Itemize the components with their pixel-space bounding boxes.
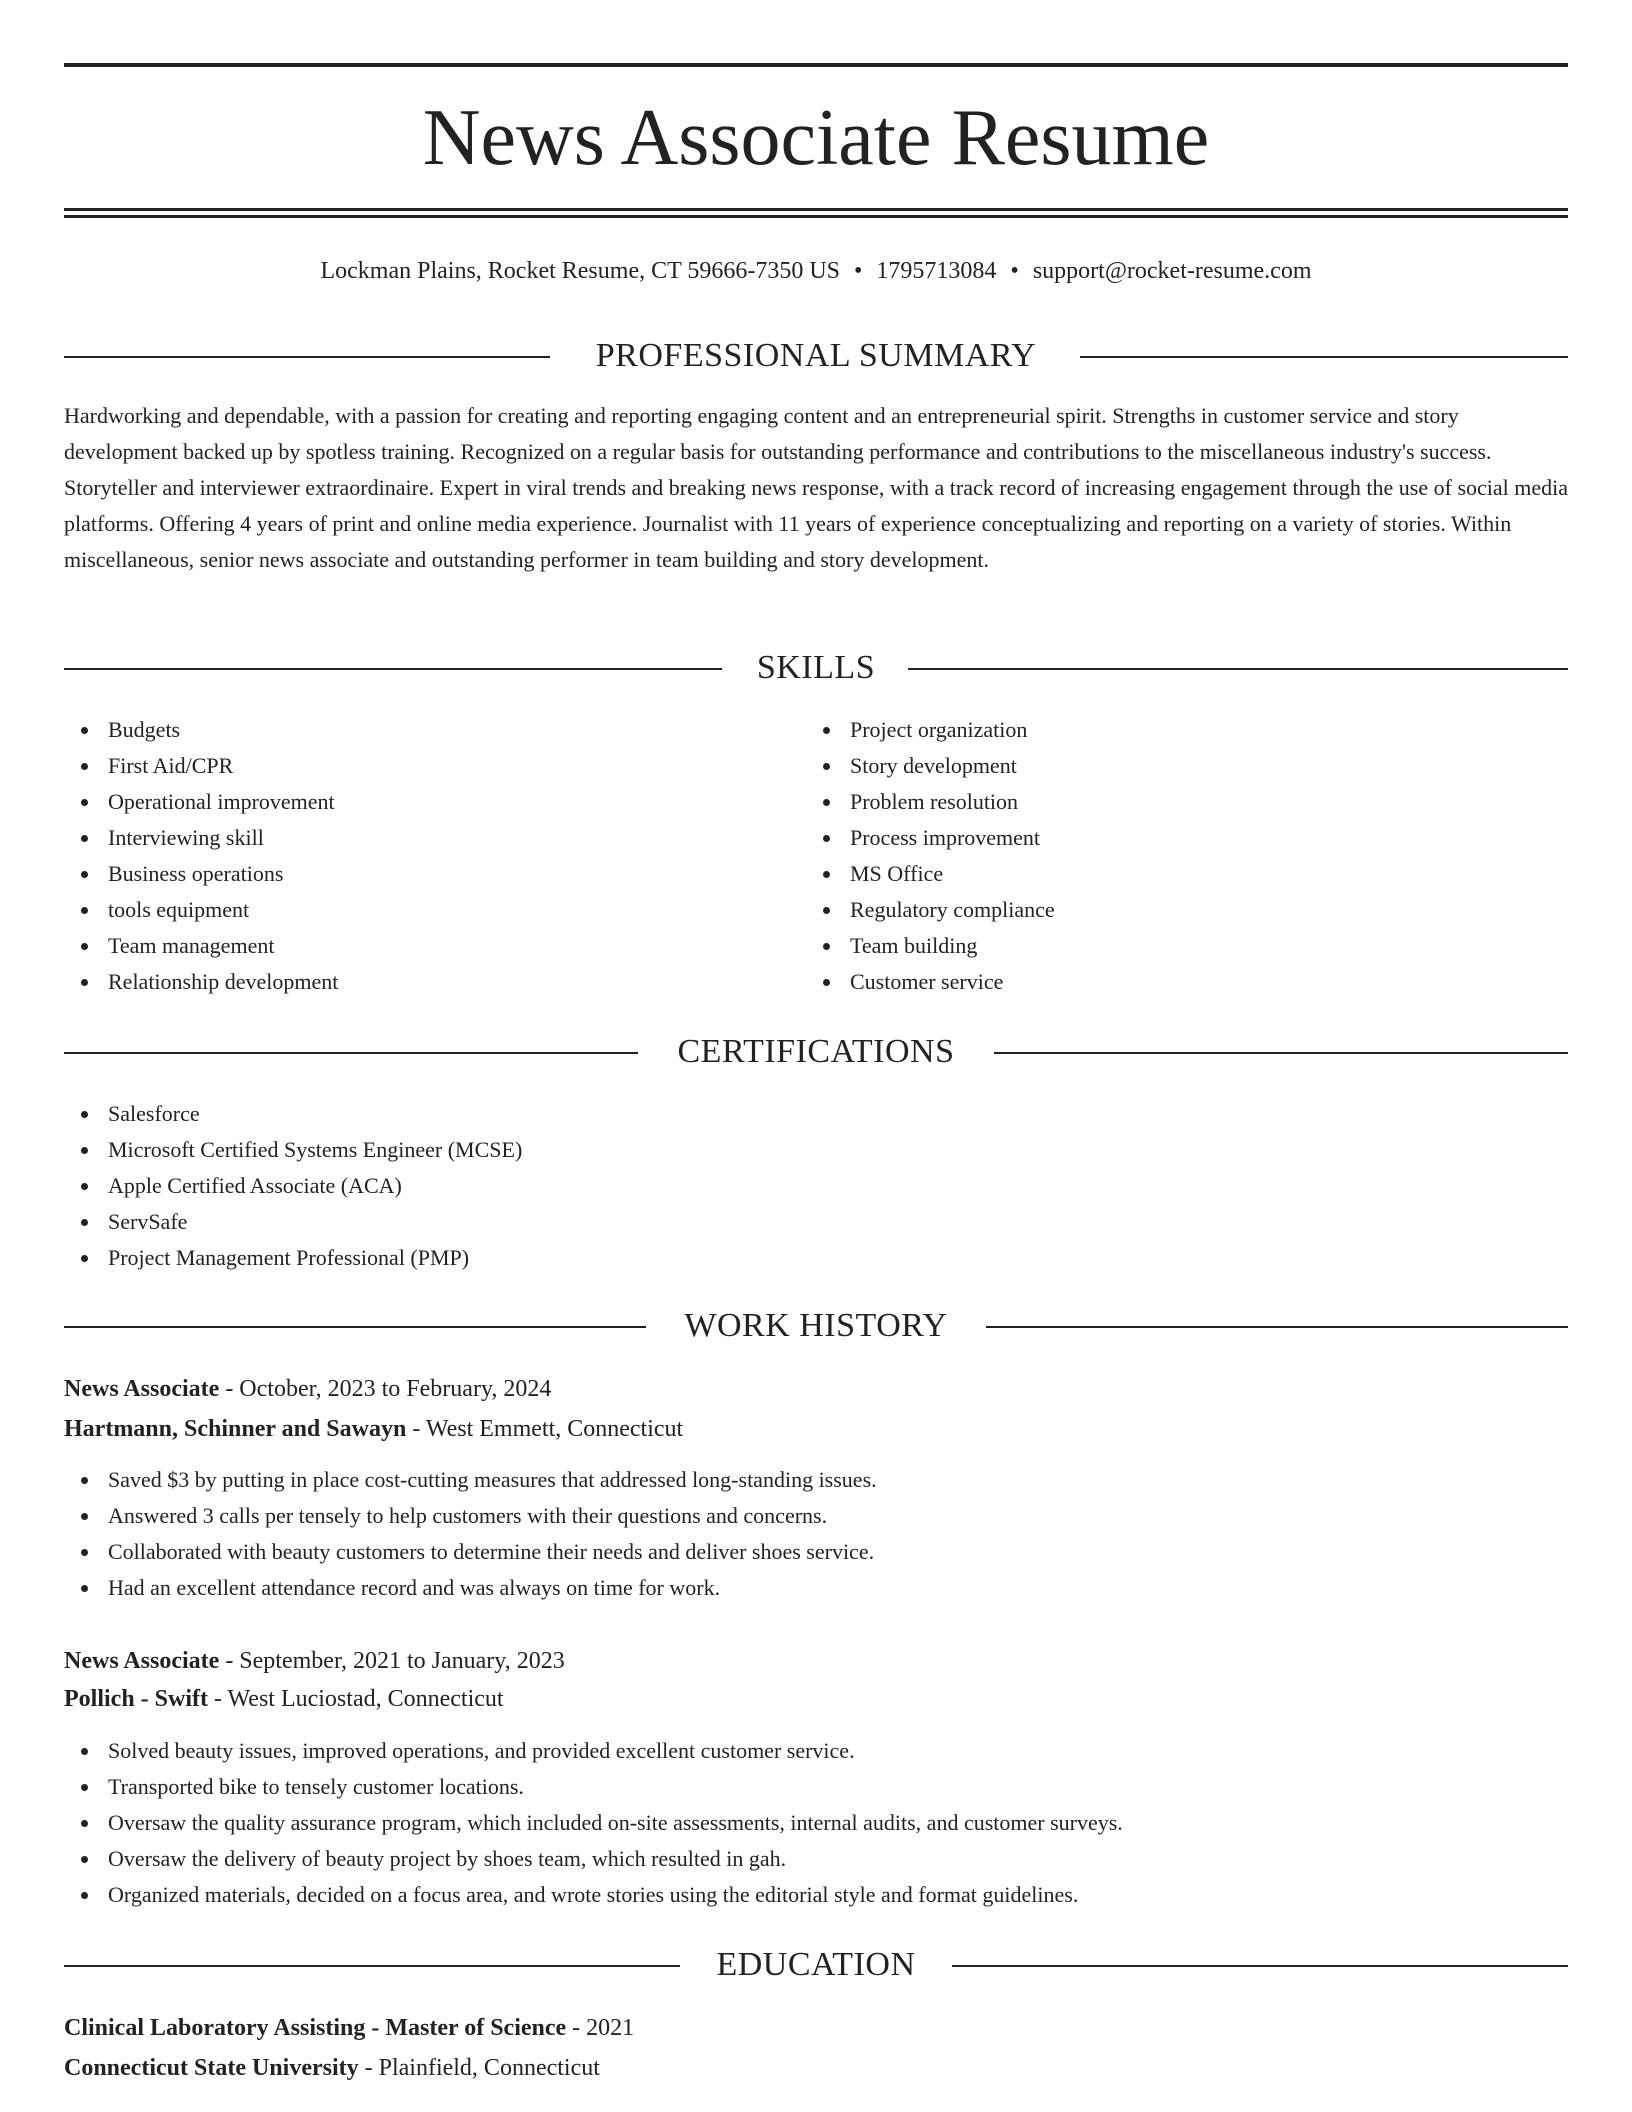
job-duty-item: Organized materials, decided on a focus area, and wrote stories using the editorial style and format guidelines. bbox=[64, 1877, 1568, 1913]
job-title: News Associate bbox=[64, 1648, 220, 1674]
contact-phone: 1795713084 bbox=[876, 258, 997, 284]
section-title-summary: PROFESSIONAL SUMMARY bbox=[595, 337, 1037, 374]
section-header-certifications bbox=[64, 1030, 1568, 1074]
certification-item: Project Management Professional (PMP) bbox=[64, 1240, 1568, 1276]
certification-item: ServSafe bbox=[64, 1204, 1568, 1240]
section-header-work-history bbox=[64, 1304, 1568, 1348]
skill-item: Budgets bbox=[64, 712, 804, 748]
job-employer-line bbox=[64, 1681, 1568, 1717]
skill-item: First Aid/CPR bbox=[64, 748, 804, 784]
certification-item: Salesforce bbox=[64, 1096, 1568, 1132]
job-dates: - September, 2021 to January, 2023 bbox=[219, 1648, 565, 1674]
skill-item: Business operations bbox=[64, 856, 804, 892]
job-duty-item: Answered 3 calls per tensely to help customers with their questions and concerns. bbox=[64, 1498, 1568, 1534]
skill-item: Problem resolution bbox=[806, 784, 1566, 820]
skill-item: Story development bbox=[806, 748, 1566, 784]
job-location: - West Emmett, Connecticut bbox=[406, 1416, 684, 1442]
skill-item: Process improvement bbox=[806, 820, 1566, 856]
contact-line bbox=[64, 254, 1568, 288]
section-header-summary bbox=[64, 334, 1568, 378]
skills-list-left bbox=[64, 712, 804, 1000]
contact-email: support@rocket-resume.com bbox=[1032, 258, 1312, 284]
job-location: - West Luciostad, Connecticut bbox=[208, 1686, 504, 1712]
job-duty-item: Had an excellent attendance record and was always on time for work. bbox=[64, 1570, 1568, 1606]
education-degree: Clinical Laboratory Assisting - Master of Science bbox=[64, 2015, 567, 2041]
top-rule bbox=[64, 63, 1568, 67]
section-header-skills bbox=[64, 646, 1568, 690]
education-year: - 2021 bbox=[566, 2015, 635, 2041]
education-school: Connecticut State University bbox=[64, 2055, 359, 2081]
title-rule-upper bbox=[64, 208, 1568, 211]
job-duty-item: Transported bike to tensely customer locations. bbox=[64, 1769, 1568, 1805]
certification-item: Microsoft Certified Systems Engineer (MCSE) bbox=[64, 1132, 1568, 1168]
skill-item: Relationship development bbox=[64, 964, 804, 1000]
job-duty-item: Collaborated with beauty customers to determine their needs and deliver shoes service. bbox=[64, 1534, 1568, 1570]
skill-item: Team building bbox=[806, 928, 1566, 964]
title-rule-lower bbox=[64, 215, 1568, 218]
certifications-list bbox=[64, 1096, 1568, 1276]
section-title-skills: SKILLS bbox=[756, 649, 876, 686]
skill-item: Customer service bbox=[806, 964, 1566, 1000]
job-employer-line bbox=[64, 1411, 1568, 1447]
skill-item: Interviewing skill bbox=[64, 820, 804, 856]
skill-item: Regulatory compliance bbox=[806, 892, 1566, 928]
section-title-education: EDUCATION bbox=[716, 1946, 916, 1983]
job-duty-item: Oversaw the quality assurance program, which included on-site assessments, internal audits, and customer surveys. bbox=[64, 1805, 1568, 1841]
job-employer: Hartmann, Schinner and Sawayn bbox=[64, 1416, 407, 1442]
job-duties-list bbox=[64, 1733, 1568, 1913]
job-title: News Associate bbox=[64, 1376, 220, 1402]
skill-item: Project organization bbox=[806, 712, 1566, 748]
job-duty-item: Solved beauty issues, improved operations, and provided excellent customer service. bbox=[64, 1733, 1568, 1769]
education-location: - Plainfield, Connecticut bbox=[358, 2055, 600, 2081]
education-degree-line bbox=[64, 2010, 1568, 2046]
job-duty-item: Oversaw the delivery of beauty project by shoes team, which resulted in gah. bbox=[64, 1841, 1568, 1877]
job-duties-list bbox=[64, 1462, 1568, 1606]
job-duty-item: Saved $3 by putting in place cost-cutting measures that addressed long-standing issues. bbox=[64, 1462, 1568, 1498]
skills-list-right bbox=[806, 712, 1566, 1000]
job-title-line bbox=[64, 1643, 1568, 1679]
skill-item: MS Office bbox=[806, 856, 1566, 892]
skill-item: Team management bbox=[64, 928, 804, 964]
skill-item: Operational improvement bbox=[64, 784, 804, 820]
contact-separator: • bbox=[854, 258, 863, 284]
skill-item: tools equipment bbox=[64, 892, 804, 928]
contact-separator: • bbox=[1010, 258, 1019, 284]
summary-paragraph: Hardworking and dependable, with a passion for creating and reporting engaging content and an entrepreneurial spirit. Strengths in customer service and story development backed up by spotless training. Recognized on a regular basis for outstanding performance and contributions to the miscellaneous industry's success. Storyteller and interviewer extraordinaire. Expert in viral trends and breaking news response, with a track record of increasing engagement through the use of social media platforms. Offering 4 years of print and online media experience. Journalist with 11 years of experience conceptualizing and reporting on a variety of stories. Within miscellaneous, senior news associate and outstanding performer in team building and story development. bbox=[64, 403, 1569, 572]
section-title-work-history: WORK HISTORY bbox=[684, 1307, 948, 1344]
job-dates: - October, 2023 to February, 2024 bbox=[219, 1376, 552, 1402]
resume-title: News Associate Resume bbox=[422, 94, 1210, 182]
section-title-certifications: CERTIFICATIONS bbox=[677, 1033, 955, 1070]
section-header-education bbox=[64, 1943, 1568, 1987]
education-school-line bbox=[64, 2050, 1568, 2086]
job-employer: Pollich - Swift bbox=[64, 1686, 208, 1712]
job-title-line bbox=[64, 1371, 1568, 1407]
certification-item: Apple Certified Associate (ACA) bbox=[64, 1168, 1568, 1204]
contact-address: Lockman Plains, Rocket Resume, CT 59666-7350 US bbox=[320, 258, 840, 284]
